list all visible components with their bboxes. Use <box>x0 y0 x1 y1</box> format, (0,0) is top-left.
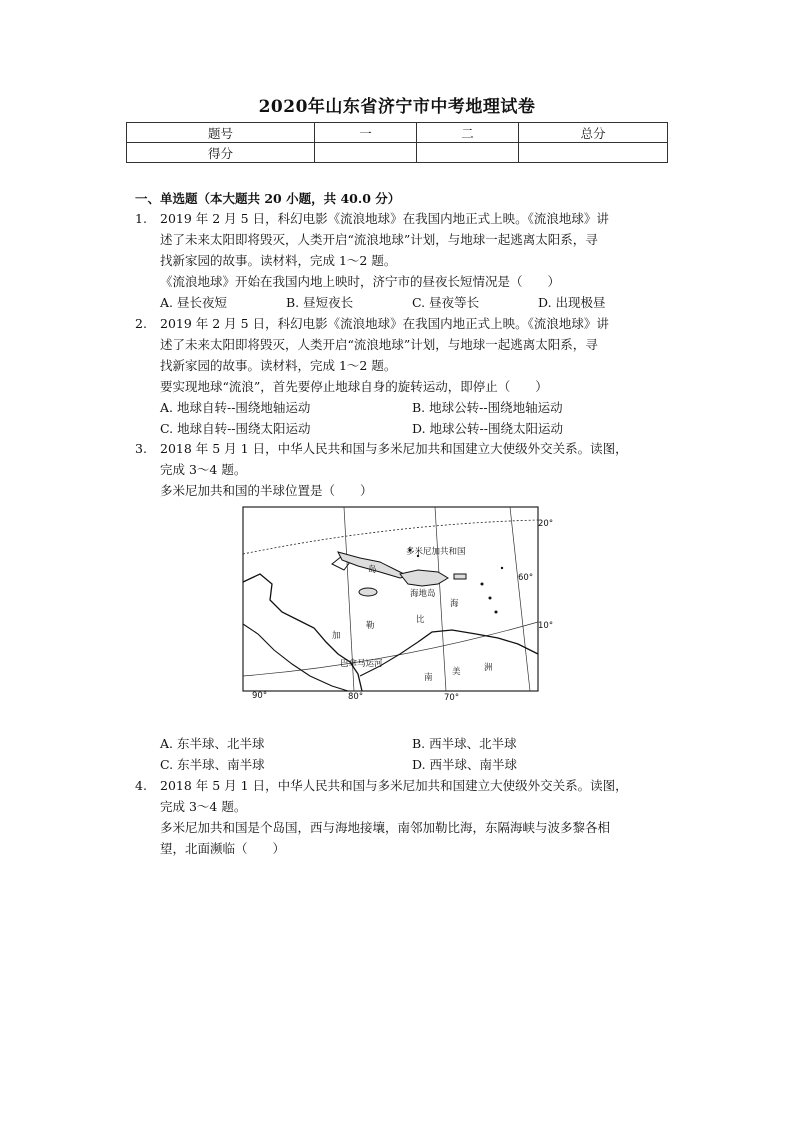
option-a[interactable]: A. 东半球、北半球 <box>160 736 265 751</box>
question-3-options <box>135 733 675 775</box>
label-lon-60: 60° <box>518 573 534 583</box>
label-island: 岛 <box>368 565 377 575</box>
question-4 <box>135 775 675 859</box>
option-d[interactable]: D. 地球公转--围绕太阳运动 <box>412 421 563 436</box>
lesser-antilles-dot <box>501 567 503 569</box>
stem-line: 完成 3～4 题。 <box>160 799 247 814</box>
label-jia: 加 <box>332 631 341 641</box>
question-stem <box>160 208 675 292</box>
score-header-cell: 二 <box>417 123 519 143</box>
label-hai: 海 <box>450 599 459 609</box>
score-input-cell[interactable] <box>519 143 668 163</box>
score-header-cell: 题号 <box>127 123 315 143</box>
stem-line: 要实现地球“流浪”，首先要停止地球自身的旋转运动，即停止（ ） <box>160 379 548 394</box>
exam-title: 2020年山东省济宁市中考地理试卷 <box>258 97 536 117</box>
option-b[interactable]: B. 地球公转--围绕地轴运动 <box>412 400 563 415</box>
map-frame <box>243 507 538 691</box>
score-header-cell: 总分 <box>519 123 668 143</box>
stem-line: 找新家园的故事。读材料，完成 1～2 题。 <box>160 358 397 373</box>
score-header-cell: 一 <box>315 123 417 143</box>
score-input-cell[interactable] <box>315 143 417 163</box>
map-svg <box>240 504 554 700</box>
stem-line: 述了未来太阳即将毁灭，人类开启“流浪地球”计划，与地球一起逃离太阳系，寻 <box>160 232 598 247</box>
score-table <box>126 122 668 163</box>
option-a[interactable]: A. 昼长夜短 <box>160 295 227 310</box>
stem-line: 述了未来太阳即将毁灭，人类开启“流浪地球”计划，与地球一起逃离太阳系，寻 <box>160 337 598 352</box>
options-row <box>160 292 675 313</box>
option-c[interactable]: C. 昼夜等长 <box>412 295 480 310</box>
option-d[interactable]: D. 出现极昼 <box>538 295 606 310</box>
question-2 <box>135 313 675 439</box>
label-panama-canal: 巴拿马运河 <box>340 659 383 669</box>
option-b[interactable]: B. 西半球、北半球 <box>412 736 517 751</box>
label-dominican-republic: 多米尼加共和国 <box>406 547 466 557</box>
stem-line: 2019 年 2 月 5 日，科幻电影《流浪地球》在我国内地正式上映。《流浪地球》讲 <box>160 316 609 331</box>
score-input-cell[interactable] <box>417 143 519 163</box>
option-a[interactable]: A. 地球自转--围绕地轴运动 <box>160 400 311 415</box>
section-heading: 一、单选题（本大题共 20 小题，共 40.0 分） <box>135 191 401 206</box>
question-number: 4. <box>135 778 147 793</box>
stem-line: 多米尼加共和国的半球位置是（ ） <box>160 483 373 498</box>
question-number: 2. <box>135 316 147 331</box>
option-c[interactable]: C. 地球自转--围绕太阳运动 <box>160 421 311 436</box>
question-stem <box>160 775 675 859</box>
question-number: 3. <box>135 441 147 456</box>
puerto-rico-island <box>454 574 466 579</box>
stem-line: 多米尼加共和国是个岛国，西与海地接壤，南邻加勒比海，东隔海峡与波多黎各相 <box>160 820 611 835</box>
stem-line: 找新家园的故事。读材料，完成 1～2 题。 <box>160 253 397 268</box>
lesser-antilles-dot <box>489 597 492 600</box>
stem-line: 望，北面濒临（ ） <box>160 841 286 856</box>
score-table-score-row <box>127 143 668 163</box>
stem-line: 2018 年 5 月 1 日，中华人民共和国与多米尼加共和国建立大使级外交关系。读图， <box>160 441 628 456</box>
question-stem <box>160 313 675 397</box>
score-row-label: 得分 <box>127 143 315 163</box>
question-1 <box>135 208 675 313</box>
label-nan: 南 <box>424 673 433 683</box>
option-d[interactable]: D. 西半球、南半球 <box>412 757 518 772</box>
options-row <box>160 754 675 775</box>
options-row <box>160 733 675 754</box>
stem-line: 2018 年 5 月 1 日，中华人民共和国与多米尼加共和国建立大使级外交关系。读图， <box>160 778 628 793</box>
label-zhou: 洲 <box>484 663 493 673</box>
question-number: 1. <box>135 211 147 226</box>
option-b[interactable]: B. 昼短夜长 <box>286 295 354 310</box>
label-lat-10: 10° <box>538 621 554 631</box>
label-lat-20: 20° <box>538 519 554 529</box>
label-le: 勒 <box>366 621 375 631</box>
label-lon-70: 70° <box>444 693 460 700</box>
options-row <box>160 397 675 418</box>
score-table-header-row <box>127 123 668 143</box>
options-row <box>160 418 675 439</box>
stem-line: 完成 3～4 题。 <box>160 462 247 477</box>
label-lon-80: 80° <box>348 692 364 700</box>
label-mei: 美 <box>452 667 461 677</box>
label-lon-90: 90° <box>252 691 268 700</box>
option-c[interactable]: C. 东半球、南半球 <box>160 757 265 772</box>
label-haiti-island: 海地岛 <box>410 589 436 599</box>
caribbean-map <box>240 504 554 700</box>
jamaica-island <box>359 588 377 596</box>
lesser-antilles-dot <box>481 583 484 586</box>
lesser-antilles-dot <box>495 611 498 614</box>
stem-line: 2019 年 2 月 5 日，科幻电影《流浪地球》在我国内地正式上映。《流浪地球》讲 <box>160 211 609 226</box>
stem-line: 《流浪地球》开始在我国内地上映时，济宁市的昼夜长短情况是（ ） <box>160 274 561 289</box>
question-3 <box>135 438 675 501</box>
question-stem <box>160 438 675 501</box>
label-bi: 比 <box>416 615 425 625</box>
